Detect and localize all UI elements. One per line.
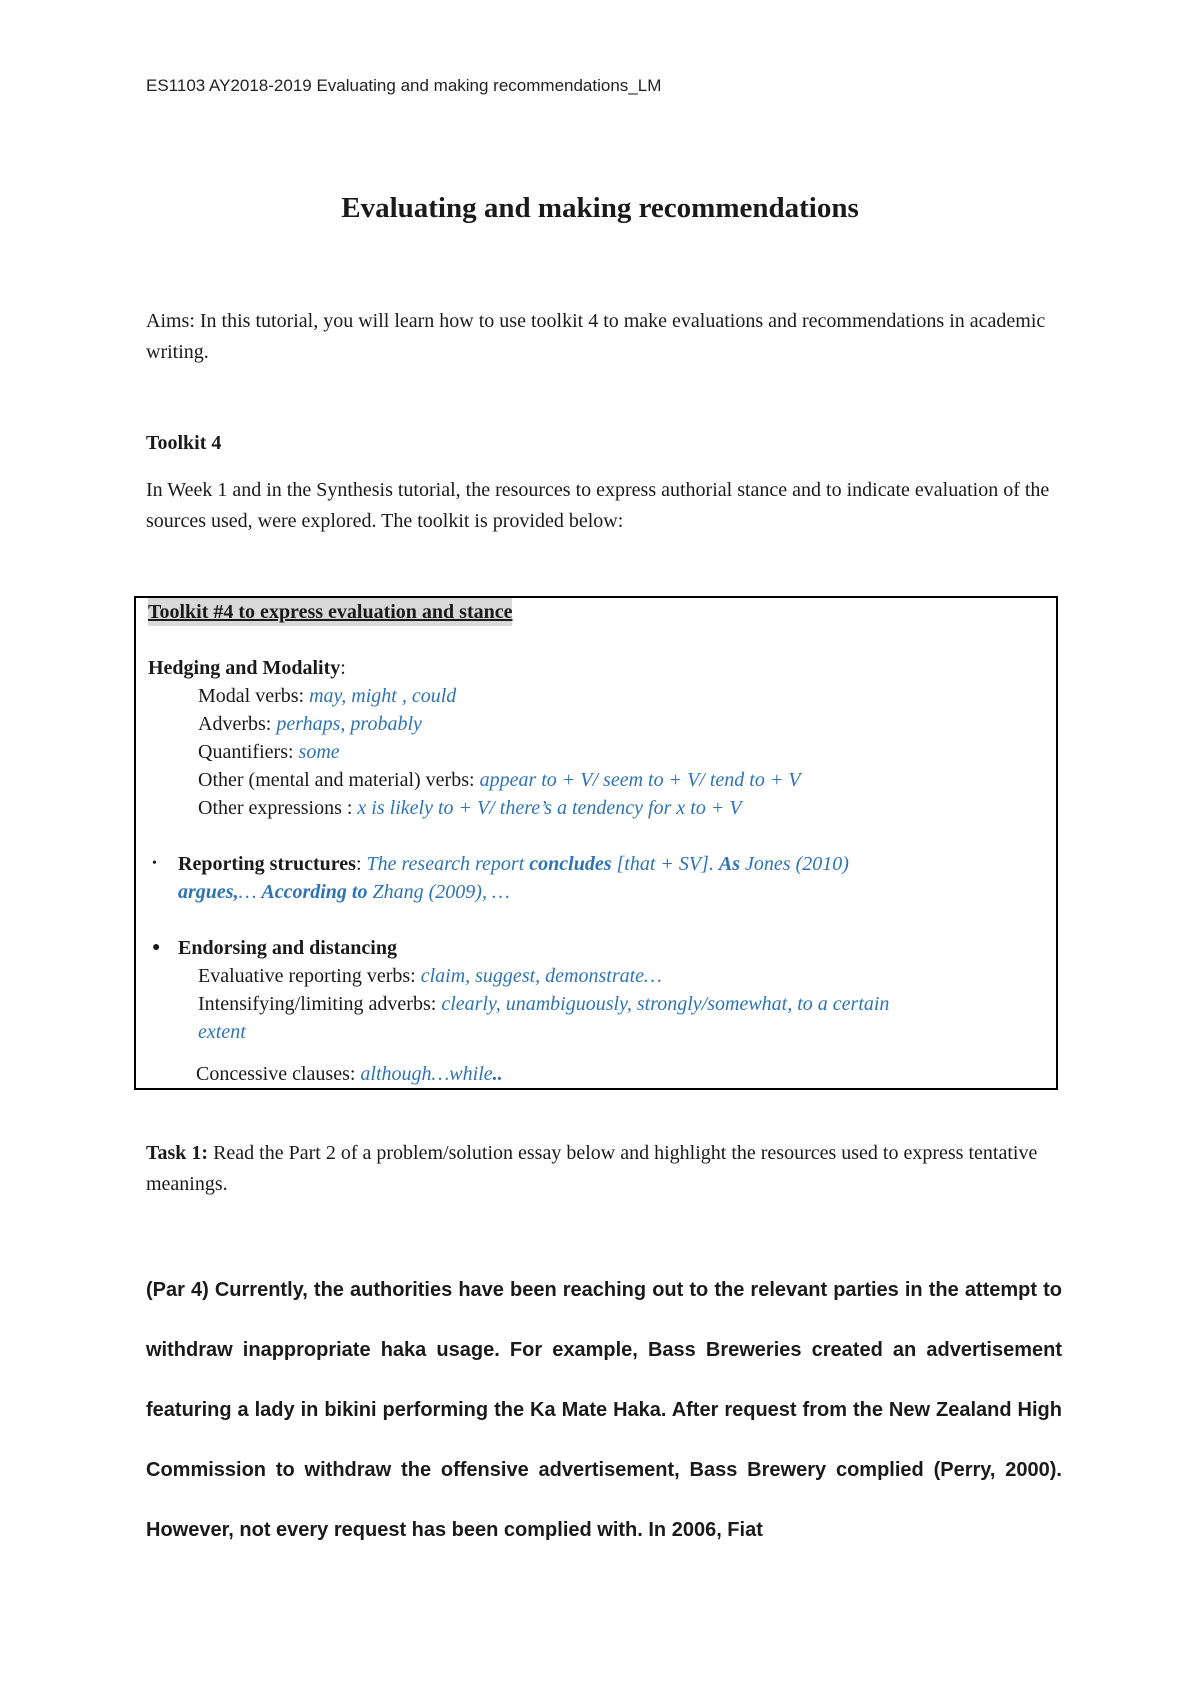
- modal-verbs-label: Modal verbs:: [198, 685, 310, 707]
- concessive-clauses-end: ..: [492, 1063, 503, 1085]
- reporting-example-argues: argues,: [178, 881, 239, 903]
- intensifying-adverbs-line: [198, 990, 889, 1018]
- task-1-paragraph: [146, 1138, 1066, 1200]
- other-verbs-line: [198, 766, 801, 794]
- page-header: ES1103 AY2018-2019 Evaluating and making recommendations_LM: [146, 76, 662, 95]
- other-verbs-label: Other (mental and material) verbs:: [198, 769, 480, 791]
- evaluative-verbs-label: Evaluative reporting verbs:: [198, 965, 421, 987]
- adverbs-examples: perhaps, probably: [276, 713, 422, 735]
- reporting-colon: :: [355, 853, 367, 875]
- other-expressions-line: [198, 794, 742, 822]
- reporting-example-zhang: Zhang (2009), …: [367, 881, 510, 903]
- document-title: Evaluating and making recommendations: [341, 192, 859, 224]
- reporting-example-ellipsis: …: [238, 881, 262, 903]
- reporting-example-3: Jones (2010): [740, 853, 849, 875]
- evaluative-verbs-examples: claim, suggest, demonstrate…: [420, 965, 662, 987]
- modal-verbs-line: [198, 682, 456, 710]
- essay-paragraph-4: (Par 4) Currently, the authorities have been reaching out to the relevant parties in the attempt to withdraw inappropriate haka usage. For example, Bass Breweries created an advertisement featuring a lady in bikini performing the Ka Mate Haka. After request from the New Zealand High Commission to withdraw the offensive advertisement, Bass Brewery complied (Perry, 2000). However, not every request has been complied with. In 2006, Fiat: [146, 1279, 1062, 1541]
- toolkit-box-title: Toolkit #4 to express evaluation and stance: [148, 598, 512, 626]
- reporting-heading: Reporting structures: [178, 853, 356, 875]
- reporting-line-1: [178, 850, 849, 878]
- reporting-example-according-to: According to: [261, 881, 368, 903]
- endorsing-bullet-icon: ●: [152, 940, 161, 955]
- modal-verbs-examples: may, might , could: [309, 685, 457, 707]
- other-verbs-examples: appear to + V/ seem to + V/ tend to + V: [479, 769, 801, 791]
- task-1-label: Task 1:: [146, 1142, 209, 1164]
- quantifiers-line: [198, 738, 340, 766]
- reporting-example-concludes: concludes: [529, 853, 612, 875]
- quantifiers-label: Quantifiers:: [198, 741, 299, 763]
- reporting-example-1: The research report: [366, 853, 530, 875]
- reporting-example-as: As: [718, 853, 741, 875]
- other-expressions-label: Other expressions :: [198, 797, 358, 819]
- intensifying-adverbs-examples: clearly, unambiguously, strongly/somewhat, to a certain: [441, 993, 890, 1015]
- adverbs-label: Adverbs:: [198, 713, 277, 735]
- toolkit-intro-paragraph: In Week 1 and in the Synthesis tutorial, the resources to express authorial stance and to indicate evaluation of the sources used, were explored. The toolkit is provided below:: [146, 479, 1050, 532]
- concessive-clauses-examples: although…while: [360, 1063, 493, 1085]
- hedging-heading-line: [148, 654, 346, 682]
- hedging-heading-colon: :: [340, 657, 346, 679]
- reporting-example-2: [that + SV].: [611, 853, 719, 875]
- endorsing-heading: Endorsing and distancing: [178, 937, 397, 959]
- aims-paragraph: Aims: In this tutorial, you will learn how to use toolkit 4 to make evaluations and recommendations in academic writing.: [146, 310, 1046, 363]
- other-expressions-examples: x is likely to + V/ there’s a tendency for x to + V: [357, 797, 742, 819]
- reporting-bullet-icon: •: [152, 856, 157, 871]
- quantifiers-examples: some: [298, 741, 340, 763]
- evaluative-verbs-line: [198, 962, 662, 990]
- hedging-heading: Hedging and Modality: [148, 657, 341, 679]
- task-1-text: Read the Part 2 of a problem/solution essay below and highlight the resources used to express tentative meanings.: [146, 1142, 1038, 1195]
- reporting-line-2: [178, 878, 510, 906]
- adverbs-line: [198, 710, 422, 738]
- intensifying-adverbs-label: Intensifying/limiting adverbs:: [198, 993, 442, 1015]
- intensifying-adverbs-examples-cont: extent: [198, 1021, 246, 1043]
- concessive-clauses-label: Concessive clauses:: [196, 1063, 361, 1085]
- toolkit-box: [134, 596, 1058, 1090]
- toolkit-heading: Toolkit 4: [146, 432, 222, 454]
- concessive-clauses-line: [196, 1060, 503, 1088]
